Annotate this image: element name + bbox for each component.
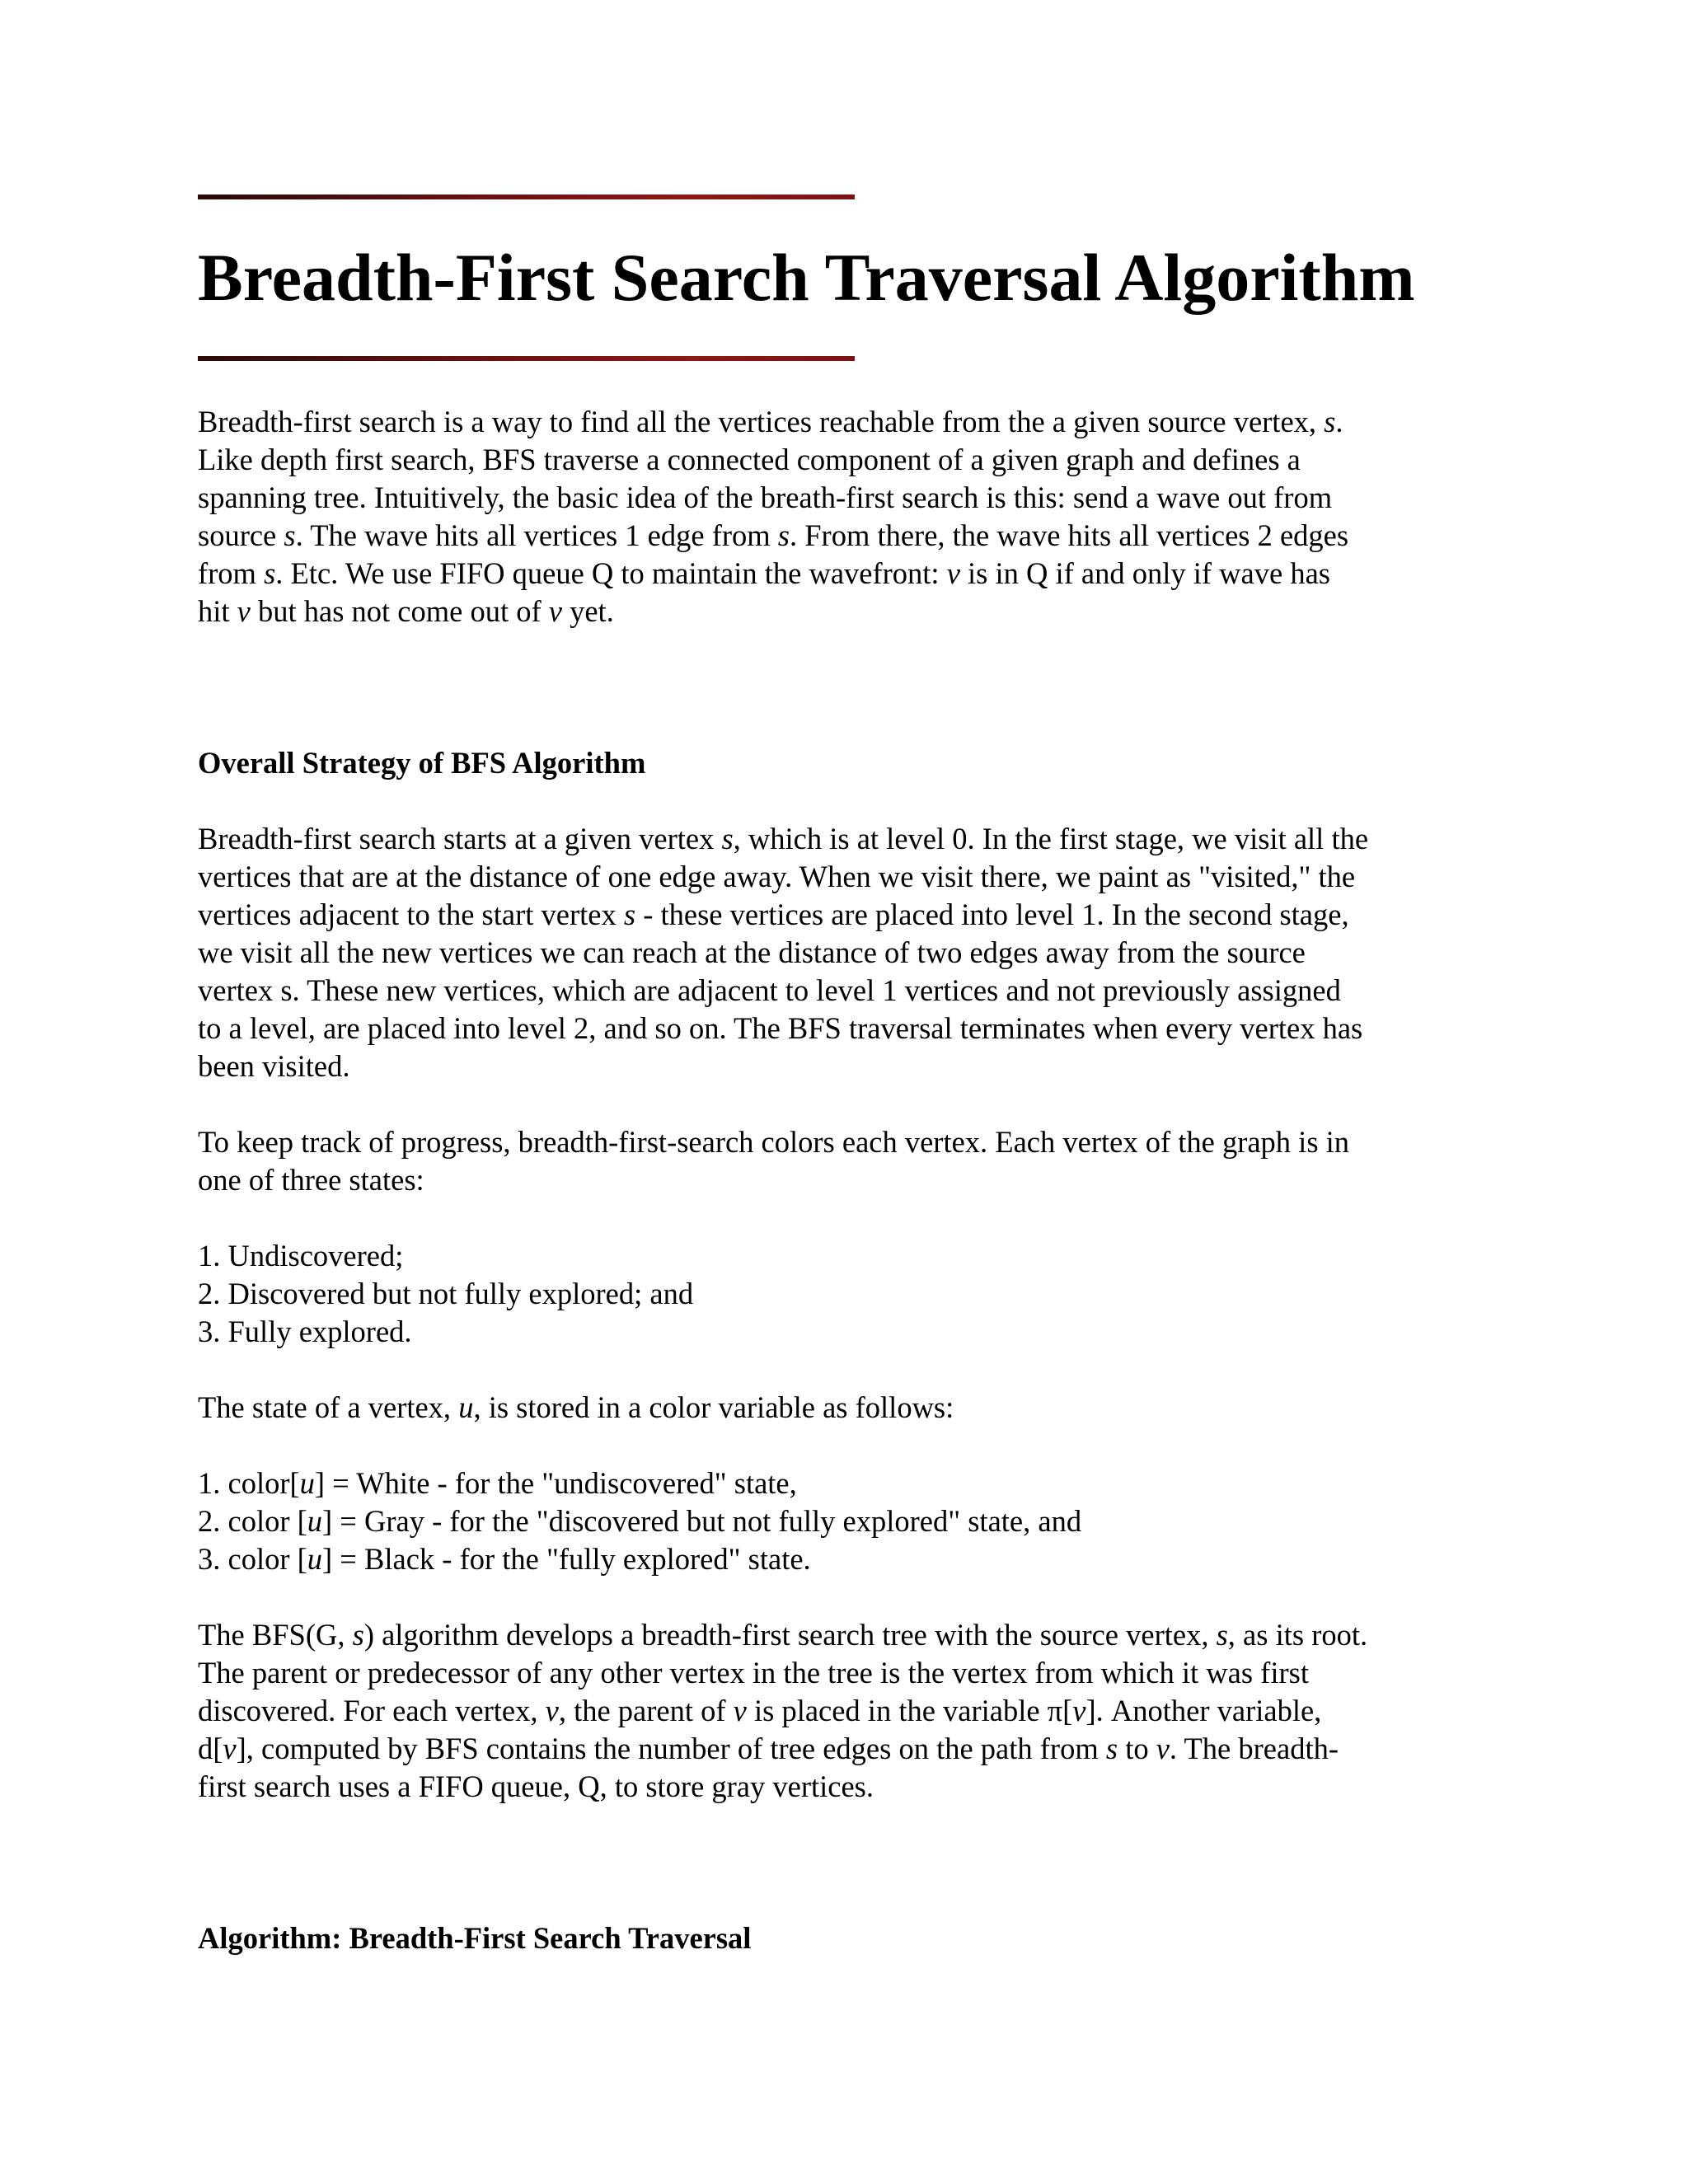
text-run: The parent or predecessor of any other vertex in the tree is the vertex from which it was first: [198, 1656, 1309, 1690]
text-run: vertex s. These new vertices, which are adjacent to level 1 vertices and not previously assigned: [198, 973, 1341, 1007]
text-run: , the parent of: [558, 1694, 734, 1727]
text-run: 3. color [: [198, 1542, 307, 1576]
text-run: The state of a vertex,: [198, 1390, 459, 1424]
text-run: is in Q if and only if wave has: [959, 556, 1330, 590]
text-line: [198, 1502, 1484, 1540]
text-run: discovered. For each vertex,: [198, 1694, 546, 1727]
text-line: [198, 479, 1484, 517]
text-run: 3. Fully explored.: [198, 1315, 412, 1348]
bfs-tree-paragraph: [198, 1616, 1484, 1806]
italic-variable: v: [733, 1694, 747, 1727]
text-run: to: [1118, 1732, 1156, 1765]
text-run: - these vertices are placed into level 1. In the second stage,: [635, 898, 1349, 931]
text-line: [198, 441, 1484, 479]
page-title: Breadth-First Search Traversal Algorithm: [198, 240, 1415, 315]
text-line: [198, 858, 1484, 896]
text-line: [198, 934, 1484, 972]
text-run: but has not come out of: [250, 594, 549, 628]
state-variable-paragraph: [198, 1389, 1484, 1427]
strategy-paragraph: [198, 820, 1484, 1085]
text-line: [198, 896, 1484, 934]
italic-variable: s: [1216, 1618, 1228, 1652]
intro-paragraph: [198, 403, 1484, 630]
italic-variable: s: [721, 822, 734, 855]
text-run: . Etc. We use FIFO queue Q to maintain the wavefront:: [275, 556, 947, 590]
text-run: one of three states:: [198, 1163, 424, 1197]
text-run: ) algorithm develops a breadth-first search tree with the source vertex,: [363, 1618, 1217, 1652]
text-run: been visited.: [198, 1049, 350, 1083]
progress-paragraph: [198, 1123, 1484, 1199]
text-run: spanning tree. Intuitively, the basic idea of the breath-first search is this: send a wave out from: [198, 480, 1333, 514]
italic-variable: s: [352, 1618, 364, 1652]
text-run: from: [198, 556, 265, 590]
italic-variable: u: [307, 1542, 323, 1576]
text-run: . From there, the wave hits all vertices 2 edges: [790, 518, 1349, 552]
text-run: The BFS(G,: [198, 1618, 353, 1652]
text-line: [198, 1237, 1484, 1275]
text-run: Breadth-first search starts at a given vertex: [198, 822, 722, 855]
text-run: ] = Gray - for the "discovered but not fully explored" state, and: [322, 1504, 1082, 1538]
text-run: , is stored in a color variable as follows:: [473, 1390, 954, 1424]
text-line: [198, 1730, 1484, 1768]
text-run: , as its root.: [1227, 1618, 1368, 1652]
text-line: [198, 403, 1484, 441]
text-run: 2. Discovered but not fully explored; and: [198, 1277, 694, 1310]
section-heading-algorithm: Algorithm: Breadth-First Search Traversal: [198, 1921, 752, 1955]
bottom-rule: [198, 356, 855, 361]
text-line: [198, 1275, 1484, 1313]
text-run: hit: [198, 594, 237, 628]
italic-variable: v: [1072, 1694, 1086, 1727]
text-line: [198, 1692, 1484, 1730]
italic-variable: s: [1324, 405, 1336, 438]
text-run: .: [1335, 405, 1343, 438]
text-run: 1. Undiscovered;: [198, 1239, 404, 1272]
text-run: 2. color [: [198, 1504, 307, 1538]
text-run: to a level, are placed into level 2, and so on. The BFS traversal terminates when every vertex has: [198, 1011, 1363, 1045]
italic-variable: s: [264, 556, 276, 590]
text-line: [198, 1389, 1484, 1427]
text-run: Like depth first search, BFS traverse a connected component of a given graph and defines a: [198, 443, 1301, 476]
text-run: . The breadth-: [1169, 1732, 1339, 1765]
text-line: [198, 1123, 1484, 1161]
text-line: [198, 1313, 1484, 1351]
colors-list: [198, 1465, 1484, 1578]
document-page: [198, 194, 1484, 1957]
text-run: Breadth-first search is a way to find all the vertices reachable from the a given source vertex,: [198, 405, 1325, 438]
text-run: d[: [198, 1732, 223, 1765]
text-run: ], computed by BFS contains the number of tree edges on the path from: [236, 1732, 1106, 1765]
italic-variable: v: [946, 556, 960, 590]
text-run: , which is at level 0. In the first stage, we visit all the: [733, 822, 1369, 855]
text-run: To keep track of progress, breadth-first-search colors each vertex. Each vertex of the graph is in: [198, 1125, 1350, 1159]
text-run: is placed in the variable π[: [746, 1694, 1073, 1727]
italic-variable: v: [237, 594, 251, 628]
text-line: [198, 1161, 1484, 1199]
italic-variable: v: [223, 1732, 237, 1765]
italic-variable: u: [307, 1504, 323, 1538]
italic-variable: s: [777, 518, 790, 552]
text-run: ]. Another variable,: [1085, 1694, 1322, 1727]
text-line: [198, 1465, 1484, 1502]
text-line: [198, 1047, 1484, 1085]
italic-variable: v: [548, 594, 562, 628]
italic-variable: s: [284, 518, 296, 552]
text-run: 1. color[: [198, 1466, 300, 1500]
text-line: [198, 1616, 1484, 1654]
italic-variable: u: [299, 1466, 315, 1500]
text-line: [198, 972, 1484, 1010]
italic-variable: v: [1156, 1732, 1170, 1765]
text-line: [198, 1654, 1484, 1692]
text-run: ] = White - for the "undiscovered" state,: [314, 1466, 797, 1500]
italic-variable: u: [458, 1390, 474, 1424]
text-line: [198, 820, 1484, 858]
section-heading-strategy: Overall Strategy of BFS Algorithm: [198, 746, 646, 780]
text-run: vertices that are at the distance of one edge away. When we visit there, we paint as "visited," the: [198, 860, 1356, 893]
states-list: [198, 1237, 1484, 1351]
text-line: [198, 555, 1484, 593]
text-run: source: [198, 518, 284, 552]
italic-variable: s: [623, 898, 636, 931]
italic-variable: s: [1105, 1732, 1118, 1765]
text-run: yet.: [561, 594, 614, 628]
text-run: first search uses a FIFO queue, Q, to store gray vertices.: [198, 1769, 874, 1803]
text-run: we visit all the new vertices we can reach at the distance of two edges away from the source: [198, 935, 1306, 969]
text-line: [198, 1540, 1484, 1578]
text-line: [198, 517, 1484, 555]
text-line: [198, 1768, 1484, 1806]
text-run: . The wave hits all vertices 1 edge from: [295, 518, 778, 552]
text-line: [198, 593, 1484, 630]
italic-variable: v: [545, 1694, 559, 1727]
text-run: vertices adjacent to the start vertex: [198, 898, 624, 931]
text-line: [198, 1010, 1484, 1047]
text-run: ] = Black - for the "fully explored" state.: [322, 1542, 811, 1576]
